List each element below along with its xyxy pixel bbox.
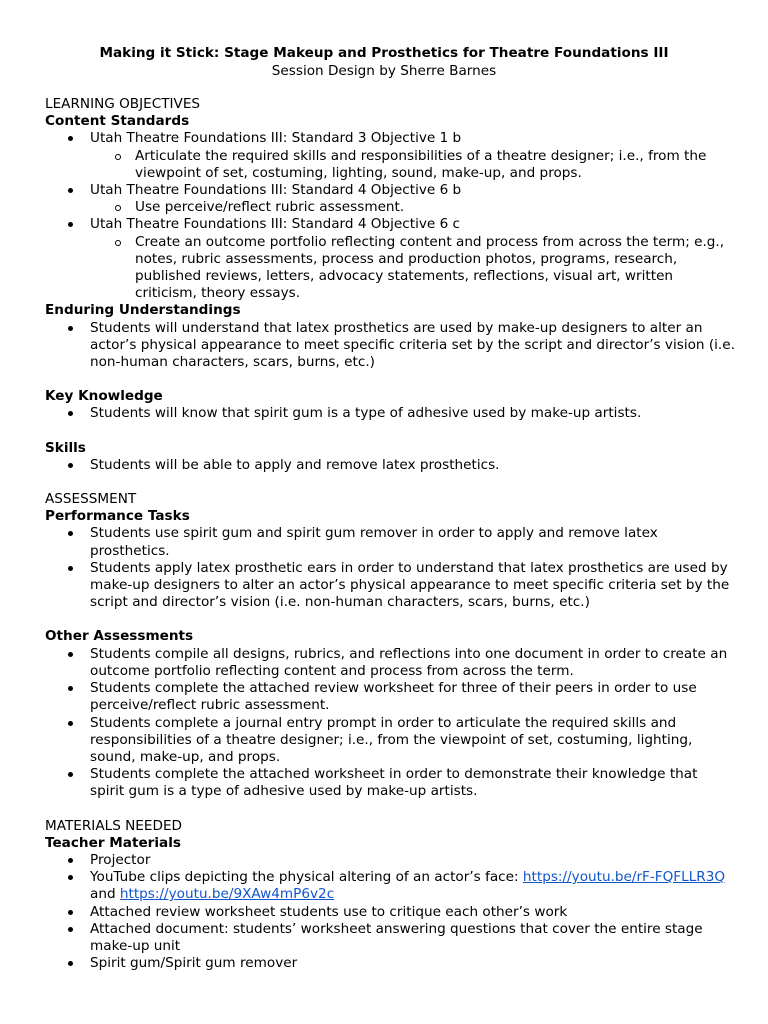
- list-item: Students will know that spirit gum is a type of adhesive used by make-up artists.: [45, 405, 735, 422]
- list-item: Students complete the attached worksheet in order to demonstrate their knowledge that spirit gum is a type of adhesive used by make-up artists.: [45, 766, 735, 800]
- list-item: Students apply latex prosthetic ears in order to understand that latex prosthetics are used by make-up designers to alter an actor’s physical appearance to meet specific criteria set by the script and director’s vision (i.e. non-human characters, scars, burns, etc.): [45, 560, 735, 612]
- list-item: Spirit gum/Spirit gum remover: [45, 955, 735, 972]
- subheading-content-standards: Content Standards: [45, 113, 190, 130]
- list-item: Students will be able to apply and remove latex prosthetics.: [45, 457, 735, 474]
- sub-list: [90, 148, 735, 182]
- list-item: Attached review worksheet students use to critique each other’s work: [45, 904, 735, 921]
- sub-list: [90, 234, 735, 303]
- key-knowledge-list: [45, 405, 735, 422]
- document-subtitle: Session Design by Sherre Barnes: [271, 63, 497, 79]
- sub-list-item: Create an outcome portfolio reflecting content and process from across the term; e.g., notes, rubric assessments, process and production photos, programs, research, published reviews, letters, advocacy statements, reflections, visual art, written criticism, theory essays.: [90, 234, 735, 303]
- list-item-text: Utah Theatre Foundations III: Standard 4 Objective 6 c: [90, 216, 461, 233]
- list-item: Attached document: students’ worksheet answering questions that cover the entire stage make-up unit: [45, 921, 735, 955]
- document-body: [45, 96, 735, 972]
- list-item: [45, 869, 735, 903]
- list-item: Students use spirit gum and spirit gum remover in order to apply and remove latex prosthetics.: [45, 525, 735, 559]
- sub-list-item: Use perceive/reflect rubric assessment.: [90, 199, 735, 216]
- subheading-enduring-understandings: Enduring Understandings: [45, 302, 241, 319]
- youtube-link-1[interactable]: https://youtu.be/rF-FQFLLR3Q: [522, 869, 726, 886]
- list-item: Students compile all designs, rubrics, and reflections into one document in order to create an outcome portfolio reflecting content and process from across the term.: [45, 646, 735, 680]
- section-heading-learning-objectives: LEARNING OBJECTIVES: [45, 96, 201, 112]
- performance-tasks-list: [45, 525, 735, 611]
- list-item: Students complete the attached review worksheet for three of their peers in order to use perceive/reflect rubric assessment.: [45, 680, 735, 714]
- section-heading-assessment: ASSESSMENT: [45, 491, 137, 508]
- list-item: Projector: [45, 852, 735, 869]
- list-item: [45, 182, 735, 216]
- sub-list: [90, 199, 735, 216]
- subheading-key-knowledge: Key Knowledge: [45, 388, 163, 405]
- list-item: Students will understand that latex prosthetics are used by make-up designers to alter an actor’s physical appearance to meet specific criteria set by the script and director’s vision (i.e. non-human characters, scars, burns, etc.): [45, 320, 735, 372]
- list-item: [45, 216, 735, 302]
- subheading-performance-tasks: Performance Tasks: [45, 508, 190, 525]
- section-heading-materials: MATERIALS NEEDED: [45, 817, 183, 834]
- list-item-text: Utah Theatre Foundations III: Standard 3 Objective 1 b: [90, 130, 462, 147]
- other-assessments-list: [45, 646, 735, 801]
- teacher-materials-list: [45, 852, 735, 972]
- skills-list: [45, 457, 735, 474]
- subheading-teacher-materials: Teacher Materials: [45, 834, 181, 851]
- document-title: Making it Stick: Stage Makeup and Prosthetics for Theatre Foundations III: [99, 45, 669, 61]
- subheading-skills: Skills: [45, 439, 86, 456]
- list-item-text: Utah Theatre Foundations III: Standard 4 Objective 6 b: [90, 182, 462, 199]
- youtube-clips-text: YouTube clips depicting the physical altering of an actor’s face:: [90, 869, 523, 886]
- youtube-link-2[interactable]: https://youtu.be/9XAw4mP6v2c: [119, 886, 335, 903]
- list-item: [45, 130, 735, 182]
- and-text: and: [90, 886, 120, 903]
- list-item: Students complete a journal entry prompt in order to articulate the required skills and responsibilities of a theatre designer; i.e., from the viewpoint of set, costuming, lighting, sound, make-up, and props.: [45, 715, 735, 767]
- subheading-other-assessments: Other Assessments: [45, 628, 194, 645]
- content-standards-list: [45, 130, 735, 302]
- enduring-understandings-list: [45, 320, 735, 372]
- sub-list-item: Articulate the required skills and responsibilities of a theatre designer; i.e., from the viewpoint of set, costuming, lighting, sound, make-up, and props.: [90, 148, 735, 182]
